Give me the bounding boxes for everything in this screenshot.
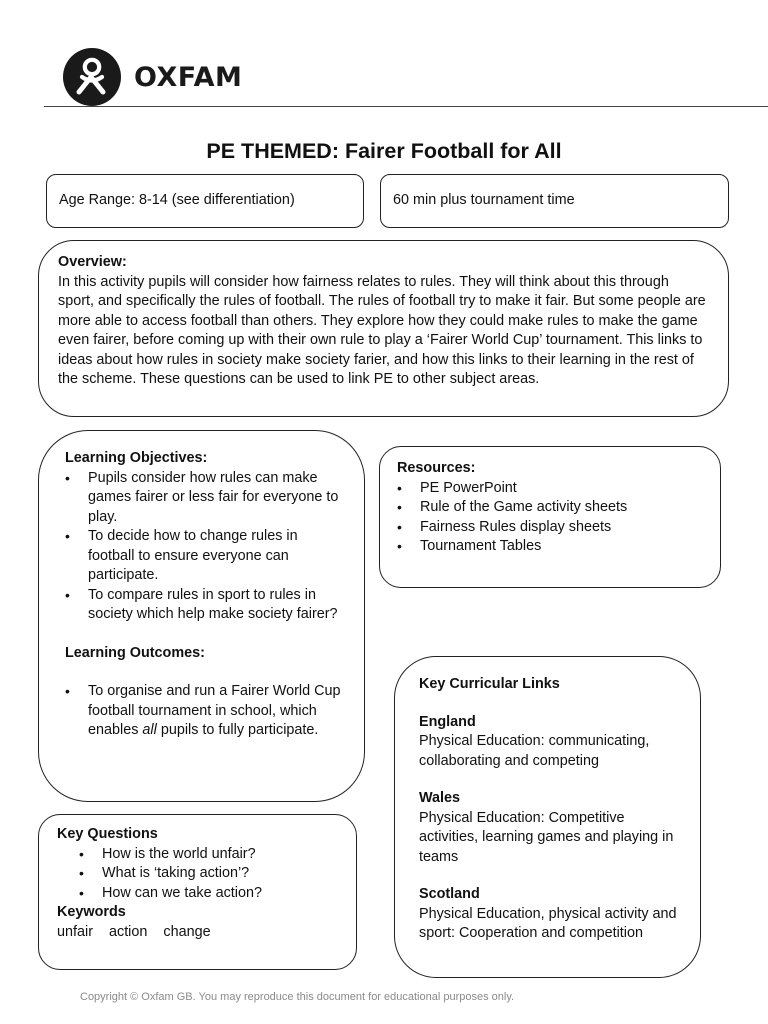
keywords-heading: Keywords [57,904,126,920]
resources-list [397,479,704,557]
curricular-country-scotland: Scotland [419,886,480,902]
list-item: • PE PowerPoint [397,479,704,499]
list-item: • To compare rules in sport to rules in society which help make society fairer? [65,586,344,625]
keywords-text: unfair action change [57,923,211,940]
curricular-links-heading: Key Curricular Links [419,676,560,692]
list-item [65,682,344,741]
overview-text: In this activity pupils will consider how fairness relates to rules. They will think about this through sport, and specifically the rules of football. The rules of football try to make it fair. But some people are more able to access football than others. They explore how they could make rules to make the game even fairer, before coming up with their own rule to play a ‘Fairer World Cup’ tournament. This links to ideas about how rules in society make society farier, and how this links to their learning in the rest of the scheme. These questions can be used to link PE to other subject areas. [58,273,706,387]
list-item: • How can we take action? [79,884,344,904]
copyright-footer: Copyright © Oxfam GB. You may reproduce this document for educational purposes only. [80,991,515,1003]
list-item: • What is ‘taking action’? [79,864,344,884]
duration-text: 60 min plus tournament time [393,192,575,208]
curricular-links-box [394,656,701,978]
outcome-text-end: pupils to fully participate. [156,722,319,738]
resources-box [379,446,721,588]
brand-name: OXFAM [134,61,243,93]
curricular-text-england: Physical Education: communicating, collaborating and competing [419,733,650,769]
oxfam-logo [63,48,242,106]
outcome-emphasis: all [142,722,157,738]
curricular-text-scotland: Physical Education, physical activity and sport: Cooperation and competition [419,905,677,941]
overview-box [38,240,729,417]
list-item: • Rule of the Game activity sheets [397,498,704,518]
age-range-box [46,174,364,228]
overview-heading: Overview: [58,254,127,270]
key-questions-box [38,814,357,970]
learning-outcomes-list [65,682,344,741]
resources-heading: Resources: [397,460,476,476]
list-item: • To decide how to change rules in football to ensure everyone can participate. [65,527,344,586]
learning-objectives-list [65,469,344,625]
learning-outcomes-heading: Learning Outcomes: [65,644,205,661]
key-questions-list [79,845,344,904]
age-range-text: Age Range: 8-14 (see differentiation) [59,192,295,208]
page-title: PE THEMED: Fairer Football for All [206,139,562,163]
duration-box [380,174,729,228]
outcome-text-start: To organise and run a Fairer World Cup football tournament in school, which enables [88,683,341,738]
curricular-country-wales: Wales [419,790,461,806]
curricular-country-england: England [419,713,476,730]
list-item: • Fairness Rules display sheets [397,518,704,538]
learning-objectives-heading: Learning Objectives: [65,450,208,466]
list-item: • Tournament Tables [397,537,704,557]
header-divider [44,106,768,107]
curricular-text-wales: Physical Education: Competitive activities, learning games and playing in teams [419,809,674,865]
key-questions-heading: Key Questions [57,826,158,842]
list-item: • How is the world unfair? [79,845,344,865]
learning-objectives-box [38,430,365,802]
list-item: • Pupils consider how rules can make games fairer or less fair for everyone to play. [65,469,344,528]
oxfam-figure-logo-icon [63,48,121,106]
